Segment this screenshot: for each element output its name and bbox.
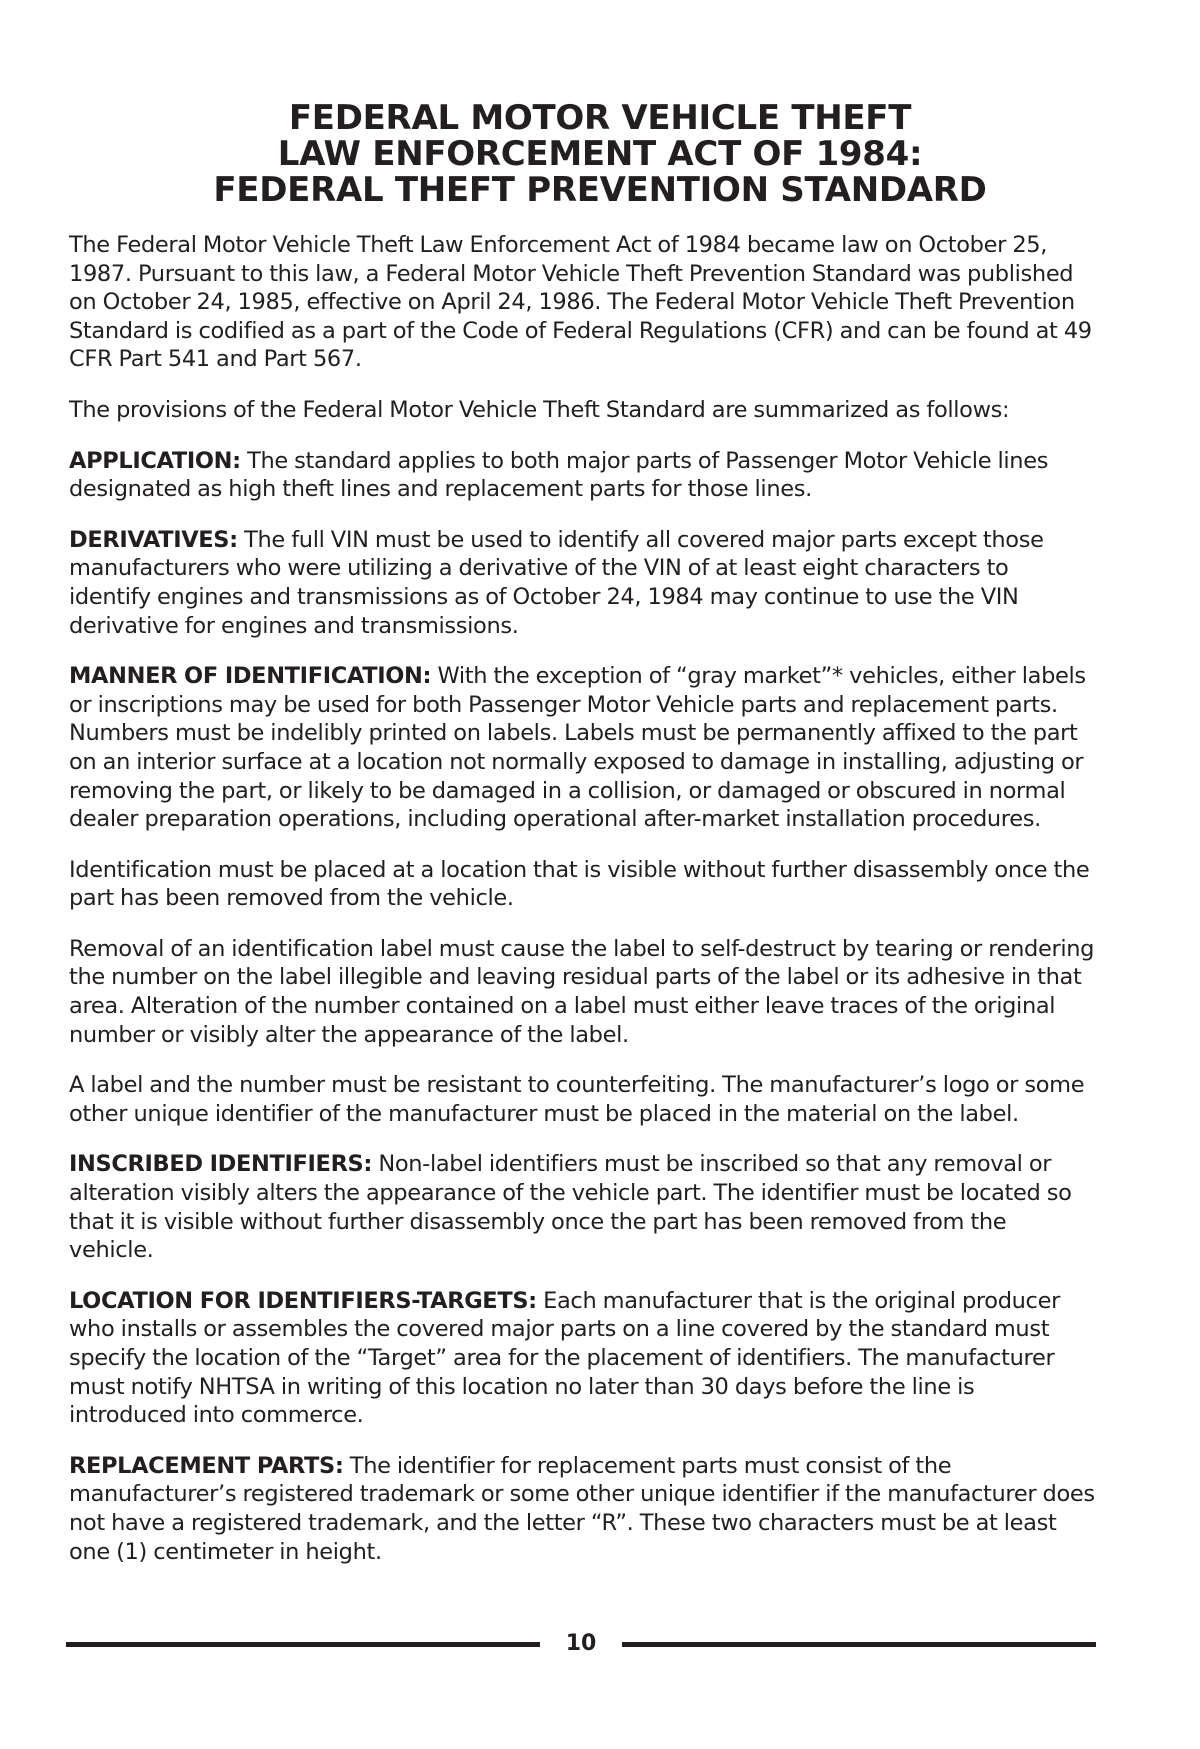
paragraph-text: Non-label identifiers must be inscribed so that any removal or alteration visibly alters the appearance of the vehicle part. The identifier must be located so that it is visible without further disassembly once the part has been removed from the vehicle. [69, 1151, 1072, 1264]
paragraph-counterfeiting [69, 1071, 1095, 1128]
paragraph-text: The full VIN must be used to identify all covered major parts except those manufacturers who were utilizing a derivative of the VIN of at least eight characters to identify engines and transmissions as of October 24, 1984 may continue to use the VIN derivative for engines and transmissions. [69, 526, 1044, 639]
paragraph-label-removal [69, 935, 1095, 1049]
paragraph-inscribed-identifiers [69, 1150, 1095, 1264]
paragraph-text: With the exception of “gray market”* vehicles, either labels or inscriptions may be used for both Passenger Motor Vehicle parts and replacement parts. Numbers must be indelibly printed on labels. Labels must be permanently affixed to the part on an interior surface at a location not normally exposed to damage in installing, adjusting or removing the part, or likely to be damaged in a collision, or damaged or obscured in normal dealer preparation operations, including operational after-market installation procedures. [69, 663, 1086, 833]
title-line-2: LAW ENFORCEMENT ACT OF 1984: [277, 134, 923, 174]
paragraph-text: Each manufacturer that is the original producer who installs or assembles the covered major parts on a line covered by the standard must specify the location of the “Target” area for the placement of identifiers. The manufacturer must notify NHTSA in writing of this location no later than 30 days before the line is introduced into commerce. [69, 1287, 1060, 1429]
paragraph-text: The identifier for replacement parts must consist of the manufacturer’s registered trademark or some other unique identifier if the manufacturer does not have a registered trademark, and the letter “R”. These two characters must be at least one (1) centimeter in height. [69, 1452, 1095, 1565]
document-body [69, 231, 1095, 1588]
paragraph-text: The provisions of the Federal Motor Vehicle Theft Standard are summarized as follows: [69, 396, 1010, 423]
paragraph-identification-placement [69, 856, 1095, 913]
title-line-3: FEDERAL THEFT PREVENTION STANDARD [213, 170, 987, 210]
page-footer [66, 1629, 1096, 1659]
paragraph-label: APPLICATION: [69, 447, 241, 474]
paragraph-application [69, 447, 1095, 504]
paragraph-manner-of-identification [69, 662, 1095, 834]
page-number: 10 [565, 1631, 597, 1656]
paragraph-text: Identification must be placed at a location that is visible without further disassembly once the part has been removed from the vehicle. [69, 856, 1090, 912]
paragraph-label: REPLACEMENT PARTS: [69, 1452, 344, 1479]
paragraph-text: A label and the number must be resistant to counterfeiting. The manufacturer’s logo or some other unique identifier of the manufacturer must be placed in the material on the label. [69, 1072, 1085, 1127]
paragraph-label: INSCRIBED IDENTIFIERS: [69, 1151, 373, 1178]
paragraph-label: DERIVATIVES: [69, 526, 238, 553]
paragraph-label: LOCATION FOR IDENTIFIERS-TARGETS: [69, 1287, 537, 1314]
paragraph-summary-lead [69, 396, 1095, 425]
paragraph-location-targets [69, 1287, 1095, 1430]
footer-rule-right [622, 1642, 1096, 1647]
paragraph-text: Removal of an identification label must cause the label to self-destruct by tearing or rendering the number on the label illegible and leaving residual parts of the label or its adhesive in that area. Alteration of the number contained on a label must either leave traces of the original number or visibly alter the appearance of the label. [69, 935, 1095, 1048]
page-title [60, 100, 1140, 208]
paragraph-label: MANNER OF IDENTIFICATION: [69, 663, 432, 690]
paragraph-text: The standard applies to both major parts of Passenger Motor Vehicle lines designated as high theft lines and replacement parts for those lines. [69, 447, 1049, 503]
footer-rule-left [66, 1642, 540, 1647]
paragraph-derivatives [69, 526, 1095, 640]
paragraph-replacement-parts [69, 1452, 1095, 1566]
paragraph-intro [69, 231, 1095, 374]
title-line-1: FEDERAL MOTOR VEHICLE THEFT [288, 98, 912, 138]
paragraph-text: The Federal Motor Vehicle Theft Law Enforcement Act of 1984 became law on October 25, 1987. Pursuant to this law, a Federal Motor Vehicle Theft Prevention Standard was published on October 24, 1985, effective on April 24, 1986. The Federal Motor Vehicle Theft Prevention Standard is codified as a part of the Code of Federal Regulations (CFR) and can be found at 49 CFR Part 541 and Part 567. [69, 232, 1092, 373]
